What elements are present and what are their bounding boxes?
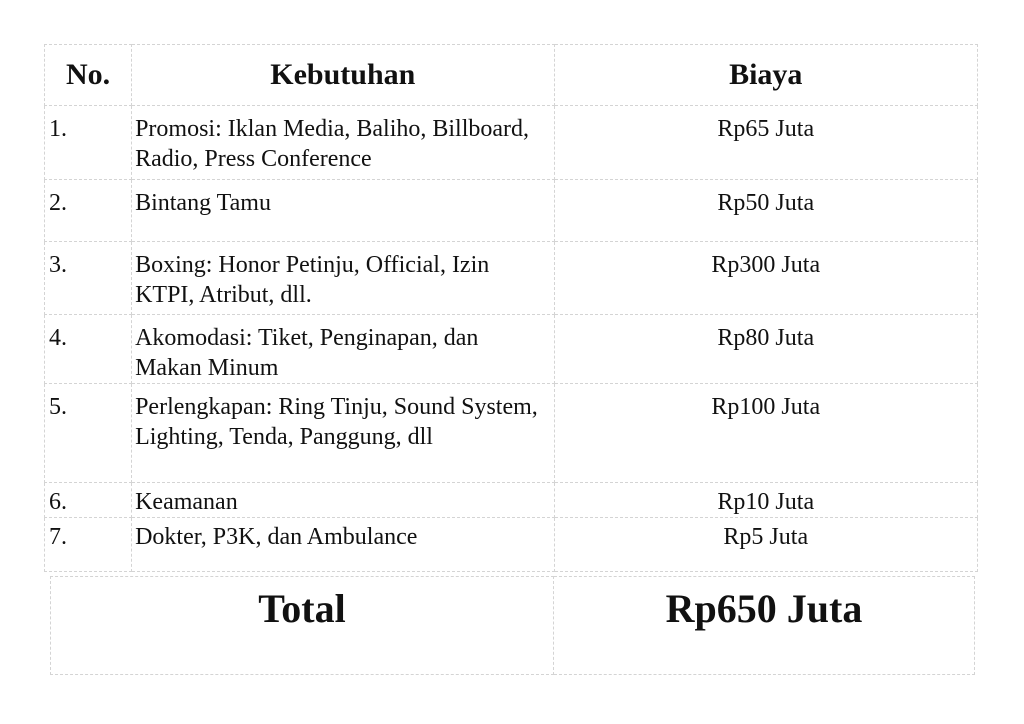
row-biaya: Rp80 Juta: [554, 315, 977, 384]
row-number: 6.: [45, 483, 132, 518]
table-row: [45, 384, 978, 483]
row-biaya: Rp5 Juta: [554, 518, 977, 572]
header-kebutuhan: Kebutuhan: [132, 45, 554, 106]
row-kebutuhan: Boxing: Honor Petinju, Official, Izin KTPI, Atribut, dll.: [132, 242, 554, 315]
row-biaya: Rp65 Juta: [554, 106, 977, 180]
header-biaya: Biaya: [554, 45, 977, 106]
row-kebutuhan: Keamanan: [132, 483, 554, 518]
total-row: [51, 577, 975, 675]
table-row: [45, 483, 978, 518]
header-no: No.: [45, 45, 132, 106]
row-number: 5.: [45, 384, 132, 483]
row-number: 3.: [45, 242, 132, 315]
row-biaya: Rp10 Juta: [554, 483, 977, 518]
row-kebutuhan: Akomodasi: Tiket, Penginapan, dan Makan Minum: [132, 315, 554, 384]
row-number: 1.: [45, 106, 132, 180]
row-biaya: Rp100 Juta: [554, 384, 977, 483]
row-biaya: Rp300 Juta: [554, 242, 977, 315]
row-kebutuhan: Promosi: Iklan Media, Baliho, Billboard, Radio, Press Conference: [132, 106, 554, 180]
header-row: [45, 45, 978, 106]
budget-table: [44, 44, 978, 572]
row-biaya: Rp50 Juta: [554, 180, 977, 242]
row-number: 2.: [45, 180, 132, 242]
total-value: Rp650 Juta: [554, 577, 975, 675]
table-row: [45, 242, 978, 315]
total-label: Total: [51, 577, 554, 675]
row-kebutuhan: Bintang Tamu: [132, 180, 554, 242]
row-kebutuhan: Dokter, P3K, dan Ambulance: [132, 518, 554, 572]
table-row: [45, 518, 978, 572]
total-table: [50, 576, 975, 675]
row-number: 7.: [45, 518, 132, 572]
table-row: [45, 315, 978, 384]
row-kebutuhan: Perlengkapan: Ring Tinju, Sound System, Lighting, Tenda, Panggung, dll: [132, 384, 554, 483]
table-row: [45, 180, 978, 242]
table-row: [45, 106, 978, 180]
row-number: 4.: [45, 315, 132, 384]
